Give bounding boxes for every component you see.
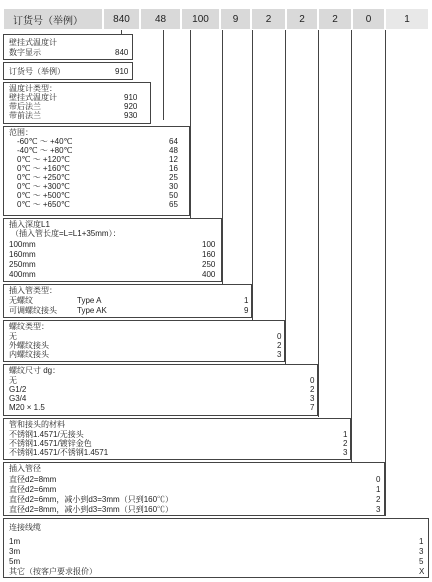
option-label: 不锈钢1.4571/无接头 — [9, 430, 84, 439]
option-code: 840 — [115, 48, 129, 57]
option-code: 2 — [310, 385, 315, 394]
option-label: 直径d2=6mm — [9, 485, 57, 494]
option-code: 3 — [376, 505, 381, 514]
header-cell-tube: 9 — [220, 8, 251, 30]
section-pipe-diameter — [3, 462, 385, 516]
header-cell-type: 840 — [103, 8, 140, 30]
header-cell-cable: 1 — [385, 8, 429, 30]
connector-line — [222, 30, 223, 284]
option-code: 0 — [376, 475, 381, 484]
section-thread-type — [3, 320, 285, 362]
connector-line — [252, 30, 253, 322]
section-thread-size — [3, 364, 318, 416]
option-code: 100 — [202, 240, 216, 249]
option-code: 50 — [169, 191, 178, 200]
option-code: 400 — [202, 270, 216, 279]
option-code: 0 — [310, 376, 315, 385]
option-code: 7 — [310, 403, 315, 412]
option-label: 无螺纹 — [9, 296, 33, 305]
header-cell-thread: 2 — [251, 8, 286, 30]
option-code: 2 — [343, 439, 348, 448]
option-code: 920 — [124, 102, 138, 111]
option-label: 无 — [9, 332, 17, 341]
option-label: 160mm — [9, 250, 36, 259]
section-connection-cable — [3, 518, 429, 578]
option-label: 直径d2=8mm，减小到d3=3mm（只到160℃） — [9, 505, 174, 514]
option-label: 直径d2=8mm — [9, 475, 57, 484]
option-label: 其它（按客户要求报价） — [9, 567, 97, 576]
connector-line — [163, 30, 164, 120]
option-code: 64 — [169, 137, 178, 146]
option-label: 带前法兰 — [9, 111, 41, 120]
option-code: 25 — [169, 173, 178, 182]
option-label: 0℃ ～ +160℃ — [17, 164, 70, 173]
option-label: 不锈钢1.4571/镀锌金色 — [9, 439, 92, 448]
option-code: 910 — [124, 93, 138, 102]
header-cell-order-example: 订货号（举例） — [3, 8, 103, 30]
option-label: 400mm — [9, 270, 36, 279]
section-subtitle: （插入管长度=L=L1+35mm）： — [11, 229, 121, 238]
option-code: 9 — [244, 306, 249, 315]
section-thermometer-type — [3, 82, 151, 124]
option-code: 5 — [419, 557, 424, 566]
section-insertion-depth — [3, 218, 222, 282]
option-code: 1 — [343, 430, 348, 439]
option-code: 930 — [124, 111, 138, 120]
header-cell-pipe: 0 — [352, 8, 385, 30]
option-code: 2 — [376, 495, 381, 504]
option-code: 1 — [376, 485, 381, 494]
section-title: 插入管径 — [9, 464, 41, 473]
section-title: 壁挂式温度计 — [9, 38, 57, 47]
header-cell-range: 48 — [140, 8, 181, 30]
connector-line — [385, 30, 386, 516]
option-code: 30 — [169, 182, 178, 191]
option-code: 48 — [169, 146, 178, 155]
option-code: 65 — [169, 200, 178, 209]
option-label: 250mm — [9, 260, 36, 269]
option-label: 直径d2=6mm，减小到d3=3mm（只到160℃） — [9, 495, 174, 504]
option-label: 0℃ ～ +120℃ — [17, 155, 70, 164]
section-title: 管和接头的材料 — [9, 420, 65, 429]
option-type: Type A — [77, 296, 102, 305]
option-label: 0℃ ～ +300℃ — [17, 182, 70, 191]
section-title: 插入管类型： — [9, 286, 57, 295]
option-code: 2 — [277, 341, 282, 350]
section-title: 温度计类型： — [9, 84, 57, 93]
header-cell-size: 2 — [286, 8, 318, 30]
option-label: 壁挂式温度计 — [9, 93, 57, 102]
connector-line — [190, 30, 191, 222]
option-code: 1 — [244, 296, 249, 305]
option-code: 1 — [419, 537, 424, 546]
section-title: 连接线缆 — [9, 523, 41, 532]
option-label: 0℃ ～ +250℃ — [17, 173, 70, 182]
option-code: 3 — [419, 547, 424, 556]
connector-line — [285, 30, 286, 368]
option-label: 带后法兰 — [9, 102, 41, 111]
option-code: 0 — [277, 332, 282, 341]
option-label: 5m — [9, 557, 21, 566]
option-label: 无 — [9, 376, 17, 385]
section-material — [3, 418, 351, 460]
option-label: M20 × 1.5 — [9, 403, 45, 412]
option-code: 3 — [277, 350, 282, 359]
section-range — [3, 126, 190, 216]
option-label: 订货号（举例） — [9, 67, 65, 76]
option-code: 3 — [343, 448, 348, 457]
option-code: 910 — [115, 67, 129, 76]
option-type: Type AK — [77, 306, 107, 315]
option-label: 3m — [9, 547, 21, 556]
connector-line — [318, 30, 319, 417]
option-label: -60℃ ～ +40℃ — [17, 137, 73, 146]
option-code: 3 — [310, 394, 315, 403]
section-tube-type — [3, 284, 252, 318]
header-cell-depth: 100 — [181, 8, 220, 30]
section-order-example — [3, 62, 133, 80]
section-wall-thermometer — [3, 34, 133, 60]
option-label: 0℃ ～ +650℃ — [17, 200, 70, 209]
option-label: 100mm — [9, 240, 36, 249]
header-cell-material: 2 — [318, 8, 352, 30]
option-code: 160 — [202, 250, 216, 259]
option-label: 内螺纹接头 — [9, 350, 49, 359]
option-code: 12 — [169, 155, 178, 164]
option-code: 250 — [202, 260, 216, 269]
section-title: 范围： — [9, 128, 33, 137]
option-label: G3/4 — [9, 394, 27, 403]
option-label: 0℃ ～ +500℃ — [17, 191, 70, 200]
section-title: 螺纹类型： — [9, 322, 49, 331]
option-label: 数字显示 — [9, 48, 41, 57]
option-label: 不锈钢1.4571/不锈钢1.4571 — [9, 448, 109, 457]
section-title: 插入深度L1 — [9, 220, 50, 229]
option-code: 16 — [169, 164, 178, 173]
option-code: X — [419, 567, 425, 576]
option-label: 外螺纹接头 — [9, 341, 49, 350]
option-label: 1m — [9, 537, 21, 546]
connector-line — [351, 30, 352, 462]
option-label: -40℃ ～ +80℃ — [17, 146, 73, 155]
option-label: G1/2 — [9, 385, 27, 394]
section-title: 螺纹尺寸 dg： — [9, 366, 61, 375]
option-label: 可调螺纹接头 — [9, 306, 57, 315]
